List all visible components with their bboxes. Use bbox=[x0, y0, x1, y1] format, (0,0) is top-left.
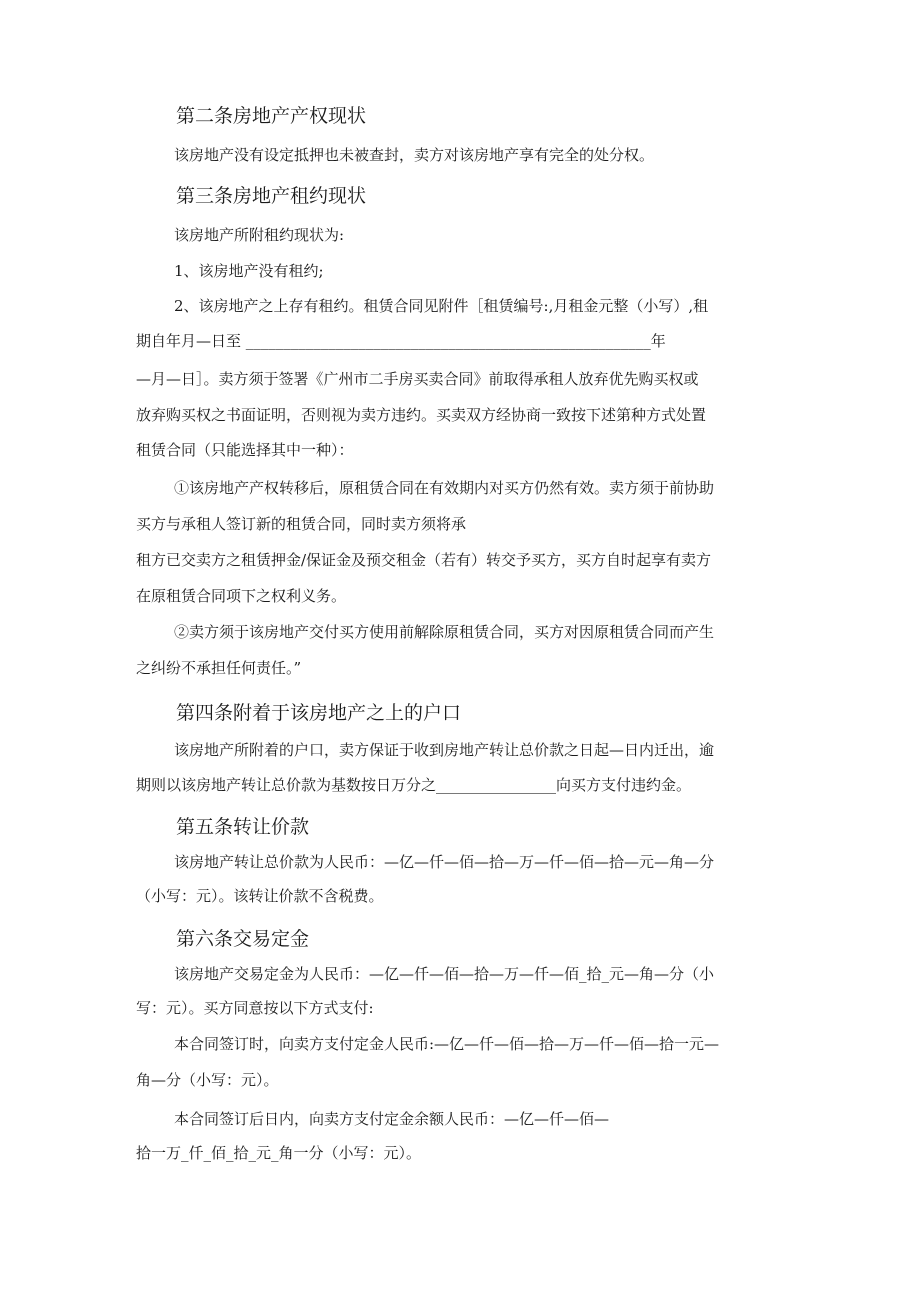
paragraph-line: 1、该房地产没有租约; bbox=[174, 262, 324, 280]
section-heading: 第四条附着于该房地产之上的户口 bbox=[176, 702, 462, 724]
paragraph-line: 租方已交卖方之租赁押金/保证金及预交租金（若有）转交予买方，买方自时起享有卖方 bbox=[136, 551, 712, 569]
paragraph-line: 期则以该房地产转让总价款为基数按日万分之________________向买方支付违约金。 bbox=[136, 776, 692, 794]
section-heading: 第二条房地产产权现状 bbox=[176, 105, 367, 127]
paragraph-line: 之纠纷不承担任何责任。” bbox=[136, 659, 302, 677]
paragraph-line: ①该房地产产权转移后，原租赁合同在有效期内对买方仍然有效。卖方须于前协助 bbox=[174, 479, 715, 497]
section-heading: 第五条转让价款 bbox=[176, 816, 310, 838]
paragraph-line: ②卖方须于该房地产交付买方使用前解除原租赁合同，买方对因原租赁合同而产生 bbox=[174, 623, 715, 641]
paragraph-line: 该房地产没有设定抵押也未被查封，卖方对该房地产享有完全的处分权。 bbox=[174, 146, 655, 164]
paragraph-line: 租赁合同（只能选择其中一种）： bbox=[136, 441, 354, 459]
paragraph-line: 在原租赁合同项下之权利义务。 bbox=[136, 587, 347, 605]
paragraph-line: 本合同签订后日内，向卖方支付定金余额人民币：—亿—仟—佰— bbox=[174, 1110, 610, 1128]
paragraph-line: 角—分（小写：元）。 bbox=[136, 1071, 279, 1089]
section-heading: 第三条房地产租约现状 bbox=[176, 185, 367, 207]
paragraph-line: （小写：元）。该转让价款不含税费。 bbox=[136, 887, 384, 905]
paragraph-line: 该房地产所附租约现状为: bbox=[174, 226, 345, 244]
paragraph-line: 本合同签订时，向卖方支付定金人民币:—亿—仟—佰—拾—万—仟—佰—拾一元— bbox=[174, 1035, 720, 1053]
paragraph-line: —月—日］。卖方须于签署《广州市二手房买卖合同》前取得承租人放弃优先购买权或 bbox=[136, 370, 699, 388]
paragraph-line: 写：元）。买方同意按以下方式支付: bbox=[136, 999, 374, 1017]
paragraph-line: 放弃购买权之书面证明，否则视为卖方违约。买卖双方经协商一致按下述第种方式处置 bbox=[136, 406, 707, 424]
paragraph-line: 该房地产交易定金为人民币：—亿—仟—佰—拾—万—仟—佰_拾_元—角—分（小 bbox=[174, 965, 715, 983]
paragraph-line: 期自年月—日至 ______________________________________________________年 bbox=[136, 332, 666, 350]
paragraph-line: 该房地产转让总价款为人民币：—亿—仟—佰—拾—万—仟—佰—拾—元—角—分 bbox=[174, 853, 715, 871]
paragraph-line: 该房地产所附着的户口，卖方保证于收到房地产转让总价款之日起—日内迁出，逾 bbox=[174, 741, 715, 759]
paragraph-line: 2、该房地产之上存有租约。租赁合同见附件［租赁编号:,月租金元整（小写）,租 bbox=[174, 297, 709, 315]
paragraph-line: 买方与承租人签订新的租赁合同，同时卖方须将承 bbox=[136, 515, 467, 533]
section-heading: 第六条交易定金 bbox=[176, 928, 310, 950]
paragraph-line: 拾一万_仟_佰_拾_元_角一分（小写：元）。 bbox=[136, 1144, 422, 1162]
